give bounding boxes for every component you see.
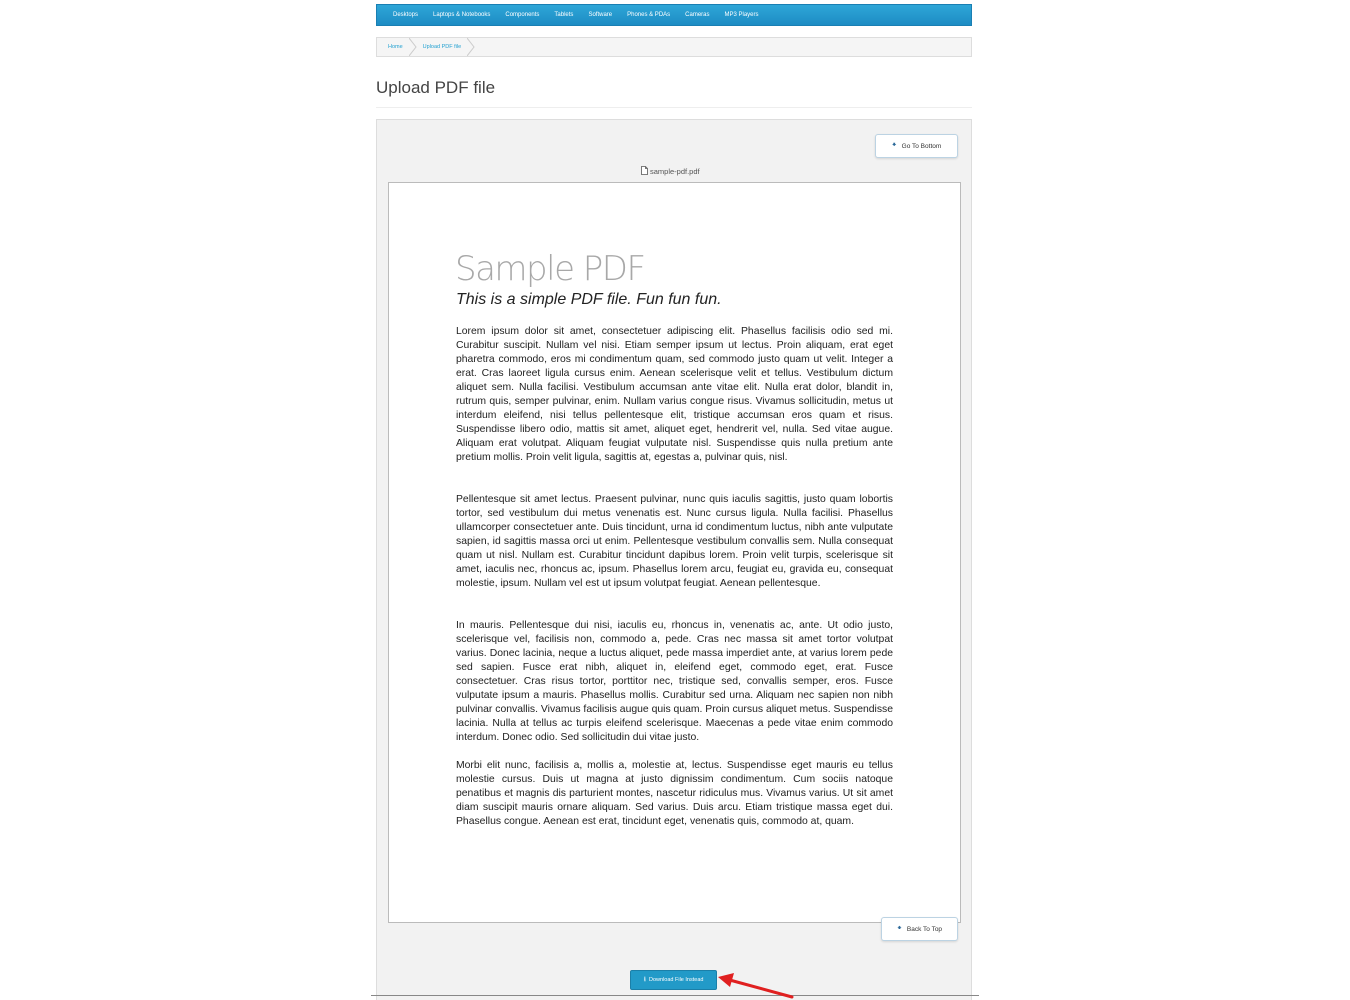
page-title: Upload PDF file — [376, 78, 496, 97]
back-to-top-button[interactable] — [881, 917, 958, 941]
nav-item-desktops[interactable]: Desktops — [393, 12, 419, 18]
nav-item-components[interactable]: Components — [505, 12, 540, 18]
top-nav-bar — [376, 4, 972, 26]
download-file-button[interactable] — [630, 970, 717, 990]
breadcrumb — [376, 37, 972, 57]
breadcrumb-current[interactable]: Upload PDF file — [422, 44, 462, 50]
red-annotation-arrow-icon — [716, 968, 796, 1000]
nav-item-tablets[interactable]: Tablets — [554, 12, 574, 18]
go-to-bottom-button[interactable] — [875, 134, 958, 158]
bottom-divider — [371, 995, 979, 996]
breadcrumb-home[interactable]: Home — [388, 44, 403, 50]
nav-item-laptops[interactable]: Laptops & Notebooks — [433, 12, 491, 18]
pdf-paragraph: Morbi elit nunc, facilisis a, mollis a, molestie at, lectus. Suspendisse eget mauris eu tellus molestie cursus. Duis ut magna at justo dignissim condimentum. Cum sociis natoque penatibus et magnis dis parturient montes, nascetur ridiculus mus. Vivamus varius. Ut sit amet diam suscipit mauris ornare aliquam. Sed varius. Duis arcu. Etiam tristique massa eget dui. Phasellus congue. Aenean est erat, tincidunt eget, venenatis quis, commodo at, quam. — [456, 760, 893, 827]
breadcrumb-separator-icon — [409, 38, 417, 56]
pdf-paragraph: In mauris. Pellentesque dui nisi, iaculis eu, rhoncus in, venenatis ac, ante. Ut odio justo, scelerisque vel, facilisis non, commodo a, pede. Cras nec massa sit amet tortor volutpat varius. Donec lacinia, neque a luctus aliquet, pede massa imperdiet ante, at varius lorem pede sed sapien. Fusce erat nibh, aliquet in, eleifend eget, commodo eget, erat. Fusce consectetuer. Cras risus tortor, porttitor nec, tristique sed, convallis semper, eros. Fusce vulputate ipsum a mauris. Phasellus mollis. Curabitur sed urna. Aliquam nec sapien non nibh pulvinar convallis. Vivamus facilisis augue quis quam. Proin cursus aliquet metus. Suspendisse lacinia. Nulla at tellus ac turpis eleifend scelerisque. Maecenas a pede vitae enim commodo interdum. Donec odio. Sed sollicitudin dui vitae justo. — [456, 620, 894, 743]
pdf-paragraph: Pellentesque sit amet lectus. Praesent pulvinar, nunc quis iaculis sagittis, justo quam lobortis tortor, sed vestibulum dui metus venenatis est. Nunc cursus ligula. Nulla facilisi. Phasellus ullamcorper consectetuer ante. Duis tincidunt, urna id condimentum luctus, nibh ante vulputate sapien, id sagittis massa orci ut enim. Pellentesque vestibulum convallis sem. Nulla consequat quam ut nisl. Nullam est. Curabitur tincidunt dapibus lorem. Proin velit turpis, scelerisque sit amet, iaculis nec, rhoncus ac, ipsum. Phasellus lorem arcu, feugiat eu, gravida eu, consequat molestie, ipsum. Nullam vel est ut ipsum volutpat feugiat. Aenean pellentesque. — [456, 494, 893, 589]
arrow-up-icon: 🠹 — [896, 923, 902, 932]
nav-item-cameras[interactable]: Cameras — [685, 12, 710, 18]
go-to-bottom-label: Go To Bottom — [901, 142, 942, 150]
breadcrumb-separator-icon — [467, 38, 475, 56]
nav-item-software[interactable]: Software — [588, 12, 613, 18]
file-name-text: sample-pdf.pdf — [650, 167, 700, 176]
pdf-subtitle: This is a simple PDF file. Fun fun fun. — [456, 291, 722, 308]
pdf-title: Sample PDF — [455, 249, 645, 289]
file-name-label — [641, 166, 700, 177]
pdf-file-icon — [641, 166, 648, 177]
title-divider — [376, 107, 972, 108]
nav-item-phones[interactable]: Phones & PDAs — [627, 12, 671, 18]
nav-item-mp3-players[interactable]: MP3 Players — [724, 12, 759, 18]
download-file-label: Download File Instead — [649, 977, 704, 983]
back-to-top-label: Back To Top — [906, 925, 943, 933]
arrow-down-icon: 🠻 — [891, 140, 897, 149]
download-icon: ⭳ — [643, 975, 647, 983]
pdf-paragraph: Lorem ipsum dolor sit amet, consectetuer adipiscing elit. Phasellus facilisis odio sed mi. Curabitur suscipit. Nullam vel nisi. Etiam semper ipsum ut lectus. Proin aliquam, erat eget pharetra commodo, eros mi condimentum quam, sed commodo justo quam ut velit. Integer a erat. Cras laoreet ligula cursus enim. Aenean scelerisque velit et tellus. Vestibulum dictum aliquet sem. Nulla facilisi. Vestibulum accumsan ante vitae elit. Nulla erat dolor, blandit in, rutrum quis, semper pulvinar, enim. Nullam varius congue risus. Vivamus sollicitudin, metus ut interdum eleifend, nisi tellus pellentesque elit, tristique accumsan eros quam et risus. Suspendisse libero odio, mattis sit amet, aliquet eget, hendrerit vel, nulla. Sed vitae augue. Aliquam erat volutpat. Aliquam feugiat vulputate nisl. Suspendisse quis nulla pretium ante pretium mollis. Proin velit ligula, sagittis at, egestas a, pulvinar quis, nisl. — [456, 326, 893, 463]
